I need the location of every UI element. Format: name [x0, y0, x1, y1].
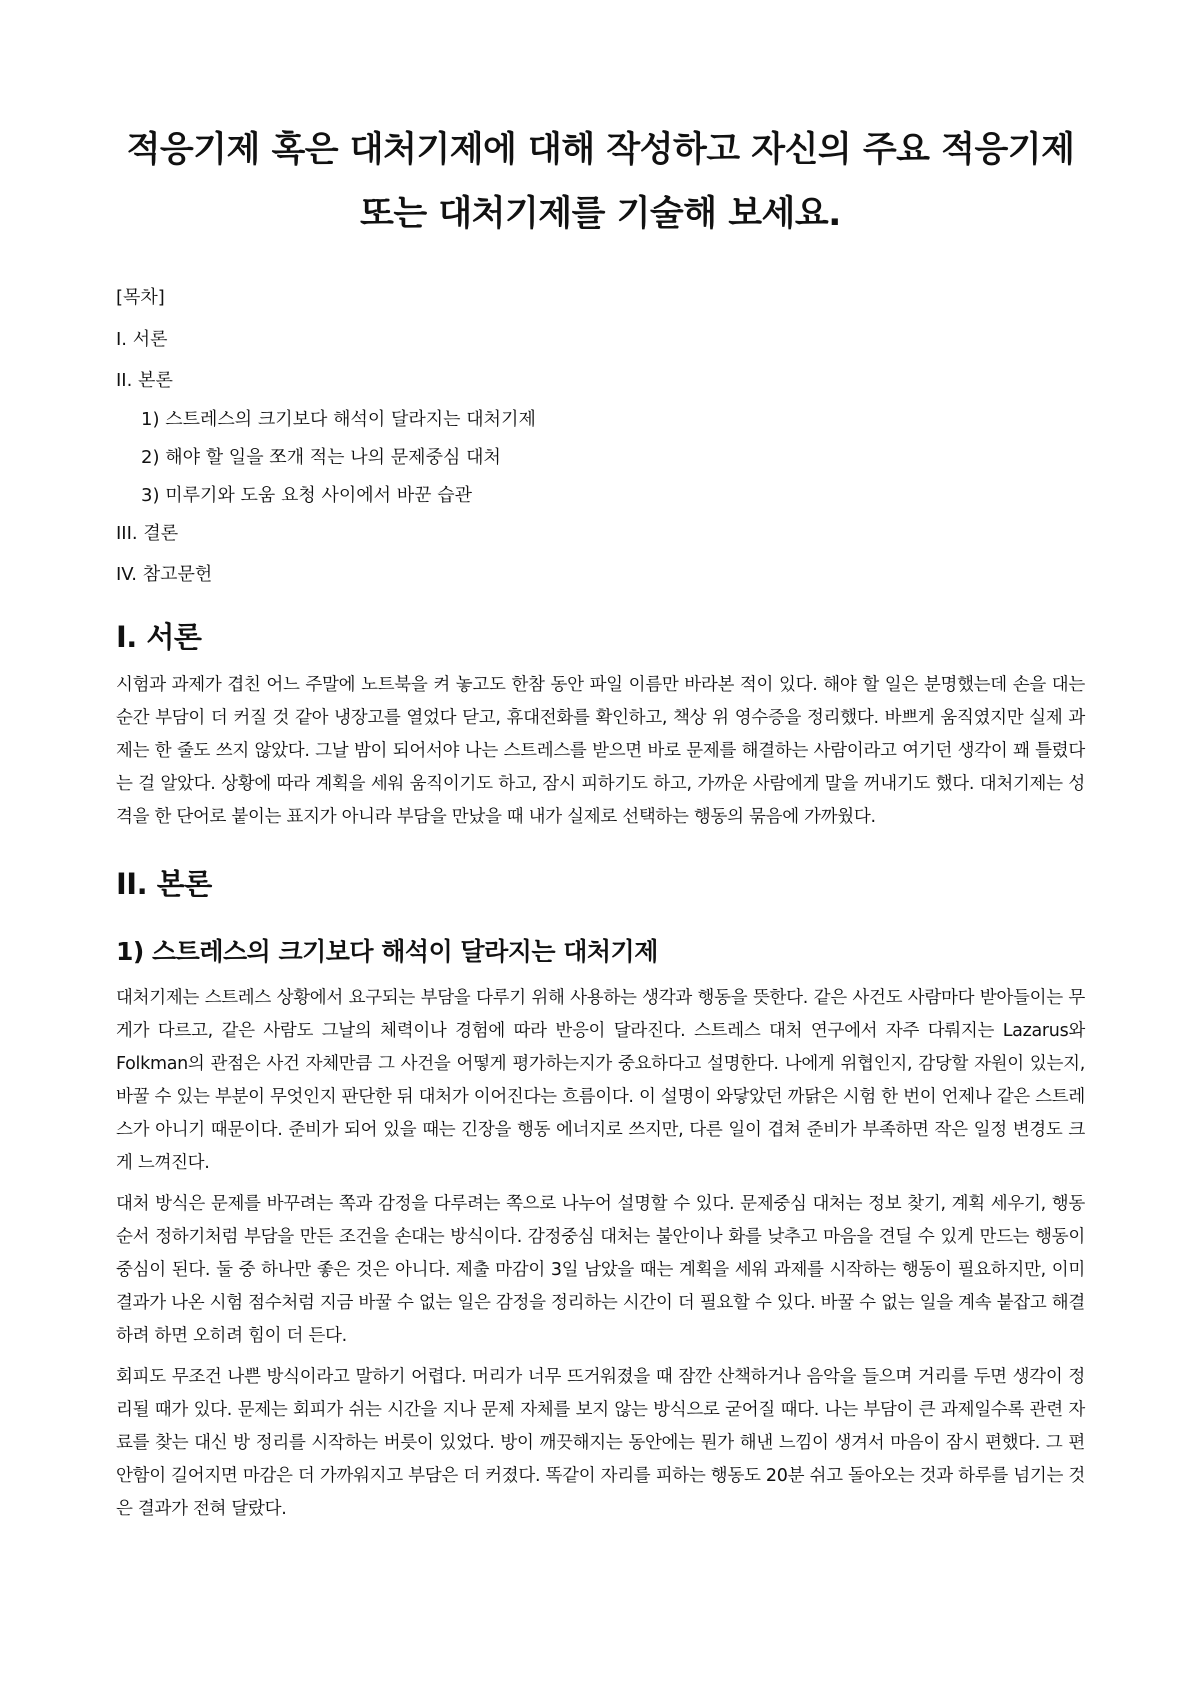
toc-list — [116, 328, 1085, 587]
toc-item-conclusion: III. 결론 — [116, 523, 179, 544]
document-title — [116, 118, 1085, 246]
toc-sublist — [116, 408, 1085, 508]
table-of-contents — [116, 286, 1085, 587]
toc-item-body: II. 본론 — [116, 370, 173, 391]
document-title-line-2: 또는 대처기제를 기술해 보세요. — [360, 194, 841, 234]
body-paragraph-1: 대처기제는 스트레스 상황에서 요구되는 부담을 다루기 위해 사용하는 생각과 행동을 뜻한다. 같은 사건도 사람마다 받아들이는 무게가 다르고, 같은 사람도 그날의 체력이나 경험에 따라 반응이 달라진다. 스트레스 대처 연구에서 자주 다뤄지는 Lazarus와 Folkman의 관점은 사건 자체만큼 그 사건을 어떻게 평가하는지가 중요하다고 설명한다. 나에게 위협인지, 감당할 자원이 있는지, 바꿀 수 있는 부분이 무엇인지 판단한 뒤 대처가 이어진다는 흐름이다. 이 설명이 와닿았던 까닭은 시험 한 번이 언제나 같은 스트레스가 아니기 때문이다. 준비가 되어 있을 때는 긴장을 행동 에너지로 쓰지만, 다른 일이 겹쳐 준비가 부족하면 작은 일정 변경도 크게 느껴진다. — [116, 988, 1085, 1173]
subsection-heading-1: 1) 스트레스의 크기보다 해석이 달라지는 대처기제 — [116, 937, 658, 966]
toc-sublist-container — [116, 408, 1085, 508]
toc-item-body-2: 2) 해야 할 일을 쪼개 적는 나의 문제중심 대처 — [141, 447, 501, 468]
section-heading-intro: I. 서론 — [116, 620, 202, 654]
intro-paragraph: 시험과 과제가 겹친 어느 주말에 노트북을 켜 놓고도 한참 동안 파일 이름만 바라본 적이 있다. 해야 할 일은 분명했는데 손을 대는 순간 부담이 더 커질 것 같아 냉장고를 열었다 닫고, 휴대전화를 확인하고, 책상 위 영수증을 정리했다. 바쁘게 움직였지만 실제 과제는 한 줄도 쓰지 않았다. 그날 밤이 되어서야 나는 스트레스를 받으면 바로 문제를 해결하는 사람이라고 여기던 생각이 꽤 틀렸다는 걸 알았다. 상황에 따라 계획을 세워 움직이기도 하고, 잠시 피하기도 하고, 가까운 사람에게 말을 꺼내기도 했다. 대처기제는 성격을 한 단어로 붙이는 표지가 아니라 부담을 만났을 때 내가 실제로 선택하는 행동의 묶음에 가까웠다. — [116, 675, 1085, 827]
body-paragraph-3: 회피도 무조건 나쁜 방식이라고 말하기 어렵다. 머리가 너무 뜨거워졌을 때 잠깐 산책하거나 음악을 들으며 거리를 두면 생각이 정리될 때가 있다. 문제는 회피가 쉬는 시간을 지나 문제 자체를 보지 않는 방식으로 굳어질 때다. 나는 부담이 큰 과제일수록 관련 자료를 찾는 대신 방 정리를 시작하는 버릇이 있었다. 방이 깨끗해지는 동안에는 뭔가 해낸 느낌이 생겨서 마음이 잠시 편했다. 그 편안함이 길어지면 마감은 더 가까워지고 부담은 더 커졌다. 똑같이 자리를 피하는 행동도 20분 쉬고 돌아오는 것과 하루를 넘기는 것은 결과가 전혀 달랐다. — [116, 1367, 1085, 1519]
body-paragraph-2: 대처 방식은 문제를 바꾸려는 쪽과 감정을 다루려는 쪽으로 나누어 설명할 수 있다. 문제중심 대처는 정보 찾기, 계획 세우기, 행동 순서 정하기처럼 부담을 만든 조건을 손대는 방식이다. 감정중심 대처는 불안이나 화를 낮추고 마음을 견딜 수 있게 만드는 행동이 중심이 된다. 둘 중 하나만 좋은 것은 아니다. 제출 마감이 3일 남았을 때는 계획을 세워 과제를 시작하는 행동이 필요하지만, 이미 결과가 나온 시험 점수처럼 지금 바꿀 수 없는 일은 감정을 정리하는 시간이 더 필요할 수 있다. 바꿀 수 없는 일을 계속 붙잡고 해결하려 하면 오히려 힘이 더 든다. — [116, 1194, 1085, 1346]
toc-heading: [목차] — [116, 287, 165, 308]
toc-item-body-1: 1) 스트레스의 크기보다 해석이 달라지는 대처기제 — [141, 409, 536, 430]
section-heading-body: II. 본론 — [116, 867, 212, 901]
toc-item-body-3: 3) 미루기와 도움 요청 사이에서 바꾼 습관 — [141, 485, 473, 506]
toc-item-intro: I. 서론 — [116, 329, 168, 350]
toc-item-references: IV. 참고문헌 — [116, 564, 213, 585]
document-title-line-1: 적응기제 혹은 대처기제에 대해 작성하고 자신의 주요 적응기제 — [126, 130, 1075, 170]
